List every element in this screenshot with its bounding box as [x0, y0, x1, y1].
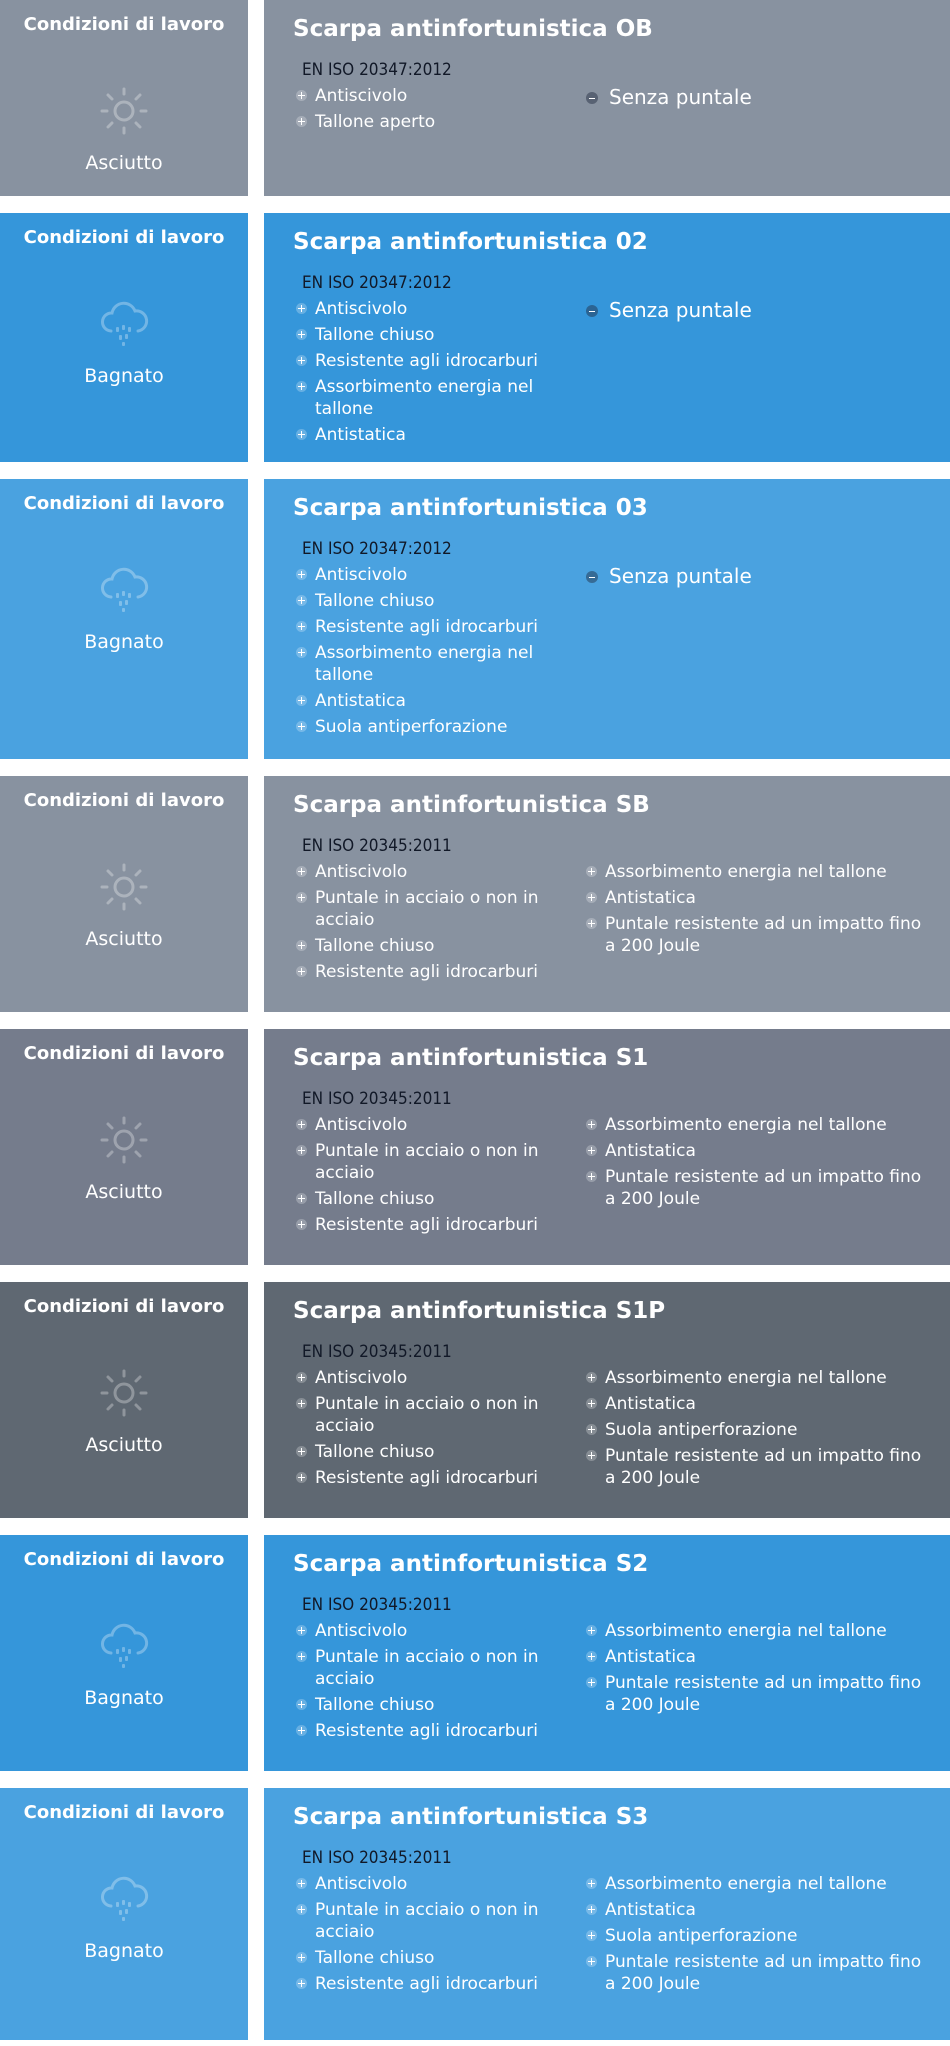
feature-label: Resistente agli idrocarburi	[315, 1468, 538, 1488]
condition-panel	[0, 0, 248, 196]
condition-label: Bagnato	[84, 365, 164, 387]
feature-item	[583, 1620, 930, 1642]
feature-label: Puntale resistente ad un impatto fino a 200 Joule	[605, 1673, 922, 1715]
feature-label: Assorbimento energia nel tallone	[605, 862, 887, 882]
norm-standard: EN ISO 20347:2012	[302, 539, 452, 559]
feature-item	[583, 913, 930, 957]
condition-heading: Condizioni di lavoro	[23, 14, 225, 35]
feature-item	[293, 1114, 583, 1136]
condition-label: Bagnato	[84, 1940, 164, 1962]
feature-item	[293, 1393, 583, 1437]
feature-item	[583, 1646, 930, 1668]
feature-label: Antiscivolo	[315, 1368, 408, 1388]
feature-item	[293, 376, 583, 420]
feature-item	[293, 1367, 583, 1389]
feature-item	[293, 111, 583, 133]
feature-label: Assorbimento energia nel tallone	[605, 1621, 887, 1641]
condition-heading: Condizioni di lavoro	[23, 790, 225, 811]
missing-feature-item	[583, 85, 930, 109]
feature-item	[293, 642, 583, 686]
shoe-title: Scarpa antinfortunistica S1	[293, 1045, 649, 1071]
feature-label: Assorbimento energia nel tallone	[605, 1368, 887, 1388]
feature-label: Resistente agli idrocarburi	[315, 1721, 538, 1741]
plus-icon	[296, 695, 307, 706]
feature-item	[293, 1214, 583, 1236]
feature-label: Resistente agli idrocarburi	[315, 1974, 538, 1994]
plus-icon	[586, 918, 597, 929]
feature-list-secondary	[583, 1114, 950, 1240]
feature-label: Tallone chiuso	[315, 1695, 435, 1715]
plus-icon	[296, 429, 307, 440]
condition-heading: Condizioni di lavoro	[23, 1296, 225, 1317]
feature-item	[293, 350, 583, 372]
feature-item	[293, 1441, 583, 1463]
feature-label: Antistatica	[605, 888, 696, 908]
feature-label: Antistatica	[605, 1141, 696, 1161]
feature-item	[293, 961, 583, 983]
condition-heading: Condizioni di lavoro	[23, 1549, 225, 1570]
feature-list-secondary	[583, 861, 950, 987]
feature-label: Resistente agli idrocarburi	[315, 617, 538, 637]
plus-icon	[586, 1930, 597, 1941]
feature-label: Antiscivolo	[315, 1874, 408, 1894]
sun-icon	[97, 1366, 151, 1420]
feature-label: Antiscivolo	[315, 1621, 408, 1641]
feature-label: Puntale in acciaio o non in acciaio	[315, 1394, 539, 1436]
plus-icon	[296, 647, 307, 658]
feature-item	[293, 590, 583, 612]
feature-label: Senza puntale	[609, 298, 752, 322]
feature-label: Suola antiperforazione	[605, 1420, 798, 1440]
condition-panel	[0, 1535, 248, 1771]
plus-icon	[296, 569, 307, 580]
feature-item	[293, 1947, 583, 1969]
feature-item	[293, 1140, 583, 1184]
condition-label: Asciutto	[85, 152, 163, 174]
feature-item	[293, 1873, 583, 1895]
feature-item	[293, 1973, 583, 1995]
sun-icon	[97, 860, 151, 914]
feature-item	[293, 1620, 583, 1642]
condition-label: Asciutto	[85, 928, 163, 950]
shoe-row	[0, 1029, 950, 1265]
missing-feature-item	[583, 564, 930, 588]
plus-icon	[296, 355, 307, 366]
plus-icon	[586, 1119, 597, 1130]
rain-cloud-icon	[97, 563, 151, 617]
plus-icon	[586, 892, 597, 903]
feature-item	[293, 1646, 583, 1690]
feature-item	[293, 1694, 583, 1716]
norm-standard: EN ISO 20345:2011	[302, 1595, 452, 1615]
feature-list-secondary	[583, 1367, 950, 1493]
norm-standard: EN ISO 20345:2011	[302, 1342, 452, 1362]
shoe-details-panel	[264, 1282, 950, 1518]
condition-heading: Condizioni di lavoro	[23, 493, 225, 514]
feature-list	[293, 861, 583, 987]
feature-label: Puntale resistente ad un impatto fino a 200 Joule	[605, 1167, 922, 1209]
sun-icon	[97, 84, 151, 138]
feature-list-secondary	[583, 1620, 950, 1746]
shoe-title: Scarpa antinfortunistica S3	[293, 1804, 649, 1830]
condition-label: Bagnato	[84, 1687, 164, 1709]
condition-heading: Condizioni di lavoro	[23, 1043, 225, 1064]
shoe-details-panel	[264, 1788, 950, 2040]
missing-feature-item	[583, 298, 930, 322]
feature-label: Assorbimento energia nel tallone	[605, 1874, 887, 1894]
feature-label: Senza puntale	[609, 564, 752, 588]
norm-standard: EN ISO 20345:2011	[302, 1089, 452, 1109]
feature-item	[293, 85, 583, 107]
plus-icon	[296, 1651, 307, 1662]
plus-icon	[296, 303, 307, 314]
feature-columns	[293, 298, 950, 450]
feature-label: Antistatica	[605, 1647, 696, 1667]
feature-item	[293, 716, 583, 738]
feature-label: Tallone chiuso	[315, 591, 435, 611]
feature-label: Antiscivolo	[315, 565, 408, 585]
plus-icon	[296, 966, 307, 977]
shoe-details-panel	[264, 479, 950, 759]
plus-icon	[296, 1119, 307, 1130]
plus-icon	[296, 1625, 307, 1636]
feature-label: Puntale resistente ad un impatto fino a 200 Joule	[605, 1446, 922, 1488]
feature-label: Tallone chiuso	[315, 936, 435, 956]
feature-list	[293, 1114, 583, 1240]
feature-label: Tallone chiuso	[315, 325, 435, 345]
plus-icon	[586, 1956, 597, 1967]
feature-label: Antistatica	[605, 1394, 696, 1414]
feature-label: Antiscivolo	[315, 1115, 408, 1135]
feature-item	[583, 1393, 930, 1415]
condition-panel	[0, 1788, 248, 2040]
rain-cloud-icon	[97, 1872, 151, 1926]
shoe-row	[0, 1788, 950, 2040]
feature-label: Puntale resistente ad un impatto fino a 200 Joule	[605, 1952, 922, 1994]
feature-label: Antiscivolo	[315, 86, 408, 106]
feature-list	[293, 564, 583, 742]
condition-label: Asciutto	[85, 1181, 163, 1203]
feature-list	[293, 298, 583, 450]
feature-list	[293, 85, 583, 137]
feature-label: Antiscivolo	[315, 299, 408, 319]
shoe-title: Scarpa antinfortunistica OB	[293, 16, 653, 42]
sun-icon	[97, 1113, 151, 1167]
plus-icon	[296, 381, 307, 392]
norm-standard: EN ISO 20347:2012	[302, 60, 452, 80]
plus-icon	[296, 1978, 307, 1989]
feature-label: Antistatica	[605, 1900, 696, 1920]
plus-icon	[586, 1398, 597, 1409]
feature-columns	[293, 1114, 950, 1240]
condition-heading: Condizioni di lavoro	[23, 1802, 225, 1823]
feature-item	[583, 1672, 930, 1716]
plus-icon	[296, 866, 307, 877]
feature-columns	[293, 1873, 950, 1999]
feature-label: Puntale in acciaio o non in acciaio	[315, 888, 539, 930]
plus-icon	[586, 866, 597, 877]
plus-icon	[296, 1878, 307, 1889]
rain-cloud-icon	[97, 1619, 151, 1673]
plus-icon	[586, 1651, 597, 1662]
shoe-details-panel	[264, 776, 950, 1012]
feature-label: Puntale in acciaio o non in acciaio	[315, 1141, 539, 1183]
feature-item	[293, 616, 583, 638]
shoe-title: Scarpa antinfortunistica 02	[293, 229, 648, 255]
shoe-details-panel	[264, 0, 950, 196]
feature-item	[293, 1899, 583, 1943]
feature-item	[293, 690, 583, 712]
feature-label: Antistatica	[315, 425, 406, 445]
feature-label: Resistente agli idrocarburi	[315, 962, 538, 982]
shoe-row	[0, 776, 950, 1012]
feature-item	[293, 1188, 583, 1210]
feature-list	[293, 1873, 583, 1999]
plus-icon	[586, 1450, 597, 1461]
feature-list	[293, 1620, 583, 1746]
plus-icon	[296, 329, 307, 340]
plus-icon	[296, 595, 307, 606]
plus-icon	[296, 1904, 307, 1915]
condition-panel	[0, 776, 248, 1012]
shoe-row	[0, 213, 950, 462]
feature-item	[293, 1720, 583, 1742]
minus-icon	[586, 571, 598, 583]
feature-columns	[293, 1367, 950, 1493]
plus-icon	[296, 1193, 307, 1204]
feature-label: Senza puntale	[609, 85, 752, 109]
norm-standard: EN ISO 20347:2012	[302, 273, 452, 293]
feature-item	[583, 1367, 930, 1389]
shoe-row	[0, 1535, 950, 1771]
feature-item	[293, 564, 583, 586]
feature-label: Tallone chiuso	[315, 1189, 435, 1209]
condition-panel	[0, 213, 248, 462]
plus-icon	[296, 1699, 307, 1710]
plus-icon	[296, 1725, 307, 1736]
feature-item	[293, 324, 583, 346]
plus-icon	[296, 1398, 307, 1409]
plus-icon	[296, 90, 307, 101]
plus-icon	[586, 1878, 597, 1889]
plus-icon	[296, 1952, 307, 1963]
plus-icon	[296, 116, 307, 127]
feature-label: Suola antiperforazione	[315, 717, 508, 737]
feature-list-secondary	[583, 1873, 950, 1999]
plus-icon	[296, 721, 307, 732]
feature-label: Puntale resistente ad un impatto fino a 200 Joule	[605, 914, 922, 956]
feature-item	[583, 1925, 930, 1947]
feature-item	[293, 861, 583, 883]
feature-label: Tallone chiuso	[315, 1442, 435, 1462]
shoe-title: Scarpa antinfortunistica S1P	[293, 1298, 666, 1324]
feature-item	[293, 298, 583, 320]
feature-item	[583, 1873, 930, 1895]
plus-icon	[586, 1904, 597, 1915]
feature-item	[583, 1951, 930, 1995]
plus-icon	[586, 1424, 597, 1435]
feature-item	[583, 861, 930, 883]
plus-icon	[586, 1372, 597, 1383]
plus-icon	[586, 1145, 597, 1156]
feature-label: Suola antiperforazione	[605, 1926, 798, 1946]
feature-label: Tallone chiuso	[315, 1948, 435, 1968]
feature-label: Assorbimento energia nel tallone	[315, 643, 534, 685]
plus-icon	[296, 1372, 307, 1383]
plus-icon	[296, 892, 307, 903]
shoe-title: Scarpa antinfortunistica SB	[293, 792, 650, 818]
feature-columns	[293, 861, 950, 987]
feature-columns	[293, 85, 950, 137]
condition-panel	[0, 479, 248, 759]
plus-icon	[296, 1219, 307, 1230]
shoe-details-panel	[264, 213, 950, 462]
plus-icon	[296, 1145, 307, 1156]
feature-list-secondary	[583, 85, 950, 137]
shoe-row	[0, 479, 950, 759]
minus-icon	[586, 305, 598, 317]
plus-icon	[586, 1677, 597, 1688]
feature-item	[583, 1166, 930, 1210]
norm-standard: EN ISO 20345:2011	[302, 1848, 452, 1868]
shoe-title: Scarpa antinfortunistica S2	[293, 1551, 649, 1577]
feature-label: Antistatica	[315, 691, 406, 711]
plus-icon	[586, 1625, 597, 1636]
shoe-details-panel	[264, 1535, 950, 1771]
shoe-row	[0, 1282, 950, 1518]
feature-label: Tallone aperto	[315, 112, 436, 132]
feature-label: Assorbimento energia nel tallone	[605, 1115, 887, 1135]
feature-label: Puntale in acciaio o non in acciaio	[315, 1900, 539, 1942]
feature-item	[293, 424, 583, 446]
shoe-row	[0, 0, 950, 196]
plus-icon	[296, 1446, 307, 1457]
feature-columns	[293, 564, 950, 742]
feature-item	[293, 935, 583, 957]
condition-panel	[0, 1282, 248, 1518]
plus-icon	[296, 940, 307, 951]
condition-heading: Condizioni di lavoro	[23, 227, 225, 248]
feature-item	[583, 1140, 930, 1162]
plus-icon	[296, 1472, 307, 1483]
feature-label: Resistente agli idrocarburi	[315, 1215, 538, 1235]
condition-label: Bagnato	[84, 631, 164, 653]
feature-item	[583, 1114, 930, 1136]
condition-panel	[0, 1029, 248, 1265]
norm-standard: EN ISO 20345:2011	[302, 836, 452, 856]
minus-icon	[586, 92, 598, 104]
feature-item	[293, 1467, 583, 1489]
feature-item	[583, 1445, 930, 1489]
plus-icon	[586, 1171, 597, 1182]
feature-item	[583, 887, 930, 909]
condition-label: Asciutto	[85, 1434, 163, 1456]
shoe-details-panel	[264, 1029, 950, 1265]
rain-cloud-icon	[97, 297, 151, 351]
feature-label: Antiscivolo	[315, 862, 408, 882]
feature-item	[293, 887, 583, 931]
feature-list	[293, 1367, 583, 1493]
feature-item	[583, 1899, 930, 1921]
feature-item	[583, 1419, 930, 1441]
shoe-title: Scarpa antinfortunistica 03	[293, 495, 648, 521]
feature-label: Puntale in acciaio o non in acciaio	[315, 1647, 539, 1689]
feature-list-secondary	[583, 298, 950, 450]
feature-columns	[293, 1620, 950, 1746]
feature-list-secondary	[583, 564, 950, 742]
plus-icon	[296, 621, 307, 632]
feature-label: Assorbimento energia nel tallone	[315, 377, 534, 419]
feature-label: Resistente agli idrocarburi	[315, 351, 538, 371]
